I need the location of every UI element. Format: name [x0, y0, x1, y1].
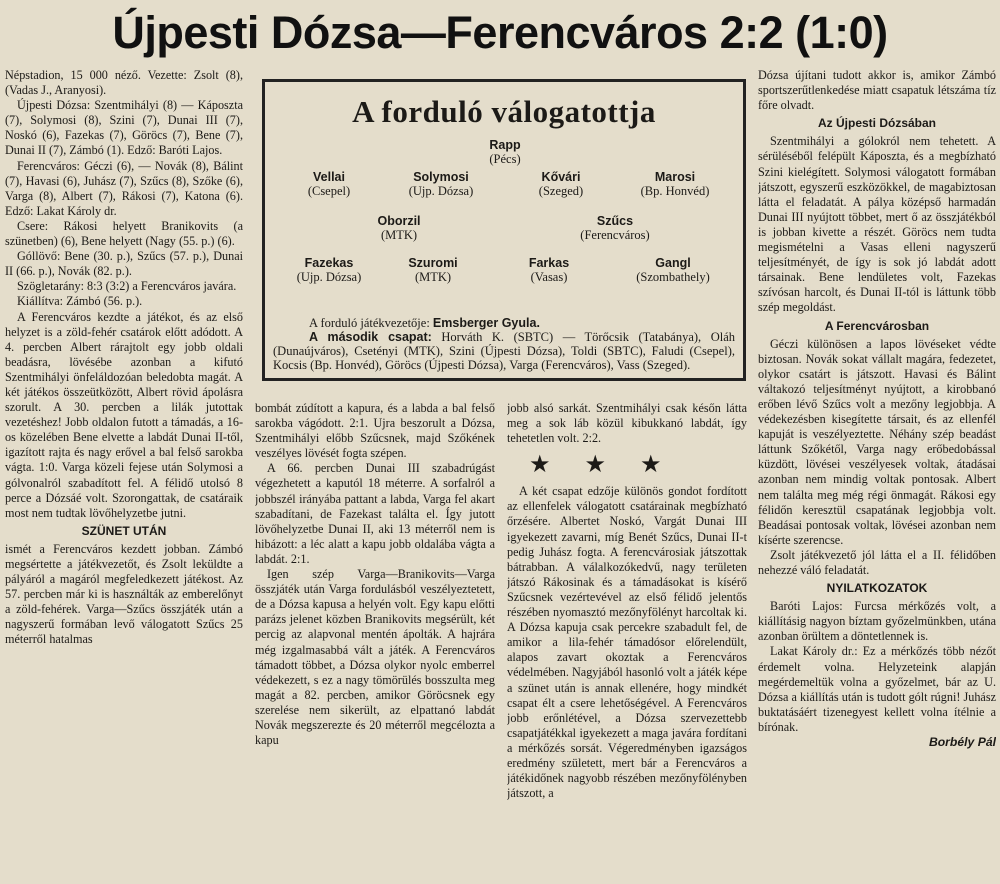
- player-midfielder: [339, 214, 459, 242]
- referee-line: [273, 316, 735, 330]
- player-club: (Bp. Honvéd): [640, 184, 710, 198]
- referee-name: Emsberger Gyula.: [432, 316, 540, 330]
- player-defender: [381, 170, 501, 198]
- article-paragraph: Kiállítva: Zámbó (56. p.).: [17, 294, 143, 309]
- article-paragraph: Dózsa újítani tudott akkor is, amikor Zámbó sportszerűtlenkedése miatt csapatuk létszáma tíz főre olvadt.: [758, 68, 996, 113]
- article-paragraph: Újpesti Dózsa: Szentmihályi (8) — Káposzta (7), Solymosi (8), Szini (7), Dunai III (7), Noskó (6), Fazekas (7), Göröcs (7), Bene (7), Dunai II (7), Zámbó (1). Edző: Baróti Lajos.: [5, 98, 243, 158]
- player-club: (Csepel): [307, 184, 351, 198]
- player-name: Vellai: [313, 170, 345, 184]
- player-name: Kővári: [541, 170, 581, 184]
- column-1: [5, 68, 243, 884]
- star-divider: ★ ★ ★: [529, 452, 676, 479]
- article-paragraph: A két csapat edzője különös gondot fordított az ellenfelek válogatott csatárainak megbízható őrzésére. Albertet Noskó, Vargát Dunai III igyekezett zavarni, míg Benét Szűcs, Dunai II-t pedig Juhász fogta. A ferencvárosiak játszottak bátrabban. A válalkozókedvű, nagy területen játszó Rákosinak és a támadásokat is kísérő Szűcsnek vezértevével az első félidő jelentős részében nyomasztó mezőnyfölényt harcoltak ki. A Dózsa kapuja csak percekre szabadult fel, de amikor a lila-fehér támadósor előrelendült, alapos zavart okoztak a Ferencváros védelmében. Nagyjából hasonló volt a játék képe a szünet után is annak ellenére, hogy mindkét csapat élt a csere lehetőségével. A Ferencváros jobb erőnlétével, a Dózsa szervezettebb csapatjátékkal igyekezett a maga javára fordítani a mérkőzés sorsát. Végeredményben igazságos eredmény született, mert bár a Ferencváros a játékidőnek nagyobb részében mezőnyfölényben játszott, a: [507, 484, 747, 801]
- player-club: (MTK): [380, 228, 418, 242]
- article-paragraph: A Ferencváros kezdte a játékot, és az első helyzet is a zöld-fehér csatárok előtt adódott. A 4. percben Albert rárajtolt egy jobb oldali beadásra, lövésébe azonban a kifutó Szentmihályi önfeláldozóan beledobta magát. A két játékos összeütközött, Albert rövid ápolásra szorult. A 30. percben a lilák jutottak vezetéshez! Jobb oldalon futott a támadás, a 16-os közelében Bene elvette a labdát Dunai II-től, igazított rajta és nagy erővel a bal felső sarokba vágta. 1:0. Varga közeli fejese után Solymosi a gólvonalról szabadított fel. A félidő utolsó 8 percе a Dózsáé volt. Szorongattak, de csatáraik most nem tudtak lövőhelyzetbe jutni.: [5, 309, 243, 520]
- player-club: (Ujp. Dózsa): [408, 184, 474, 198]
- player-name: Oborzil: [377, 214, 421, 228]
- player-club: (Szombathely): [636, 270, 710, 284]
- article-paragraph: Csere: Rákosi helyett Branikovits (a szünetben) (6), Bene helyett (Nagy (55. p.) (6).: [5, 218, 243, 249]
- player-name: Szuromi: [408, 256, 458, 270]
- author-signature: Borbély Pál: [928, 735, 996, 750]
- second-team-label: A második csapat:: [309, 330, 432, 344]
- article-paragraph: Igen szép Varga—Branikovits—Varga összjáték után Varga fordulásból veszélyeztetett, de a Dózsa kapusa a helyén volt. Egy kapu előtti parázs jelenet közben Branikovits megsérült, két percig az alapvonal mentén ápolták. A hajrára még izgalmasabbá vált a játék. A Ferencváros támadott többet, a Dózsa olykor nyolc emberrel védekezett, s ez a nagy tömörülés bosszulta meg magát a 82. percben, amikor Göröcsnek egy szerelése nem sikerült, az elpattanó labdát Novák megszerezte és 20 méterről megcélozta a kapu: [255, 567, 495, 748]
- team-lineup: [273, 138, 735, 310]
- article-paragraph: ismét a Ferencváros kezdett jobban. Zámbó megsértette a játékvezetőt, és Zsolt leküldte a pályáról a magáról megfeledkezett játékost. Az 57. percben már ki is használták az emberelőnyt a zöld-fehérek. Varga—Szűcs összjáték után a nagyszerű formában levő válogatott Szűcs 25 méterről hatalmas: [5, 541, 243, 647]
- article-paragraph: Szentmihályi a gólokról nem tehetett. A sérüléséből felépült Káposzta, és a megbízható Szini kielégített. Solymosi válogatott formában játszott, egyszerű eszközökkel, de magabiztosan látta el feladatát. A pálya középső harmadán Dunai III nyújtott többet, mert ő az összjátékból is jobban kivette a részét. Göröcs nem tudta megismételni a Vasas elleni nagyszerű teljesítményét, de így is sok jó labdát adott társainak. Bene lendületes volt, Fazekas szívósan harcolt, és Dunai II-tól is láttunk több szép megoldást.: [758, 134, 996, 315]
- player-defender: [269, 170, 389, 198]
- player-name: Fazekas: [304, 256, 354, 270]
- column-4: [758, 68, 996, 884]
- player-defender: [501, 170, 621, 198]
- article-paragraph: Népstadion, 15 000 néző. Vezette: Zsolt (8), (Vadas J., Aranyosi).: [5, 68, 243, 98]
- column-2: [255, 401, 495, 884]
- article-paragraph: jobb alsó sarkát. Szentmihályi csak későn látta meg a sok láb közül kibukkanó labdát, így tehetetlen volt. 2:2.: [507, 401, 747, 446]
- player-name: Gangl: [655, 256, 691, 270]
- player-forward: [613, 256, 733, 284]
- player-midfielder: [555, 214, 675, 242]
- article-paragraph: Góllövő: Bene (30. p.), Szűcs (57. p.), Dunai II (66. p.), Novák (82. p.).: [5, 249, 243, 279]
- headline: Újpesti Dózsa—Ferencváros 2:2 (1:0): [112, 7, 888, 58]
- section-subheading: A Ferencvárosban: [824, 318, 930, 333]
- article-paragraph: Ferencváros: Géczi (6), — Novák (8), Bálint (7), Havasi (6), Juhász (7), Szűcs (8), Szőke (6), Varga (8), Albert (7), Rákosi (7), Katona (6). Edző: Lakat Károly dr.: [5, 158, 243, 218]
- second-team: [273, 330, 735, 373]
- article-paragraph: Géczi különösen a lapos lövéseket védte biztosan. Novák sokat vállalt magára, fedezetet, olykor csatárt is játszott. Havasi és Bálint váltakozó teljesítményt nyújtott, a kirobbanó erőben lévő Szűcs volt a mezőny legjobbja. A védekezésben kisegítette társait, és az ellenfél kapuját is veszélyeztette. Néhány szép beadást láttunk Szőkétől, Varga nagy erőbedobással küzdött, lövései veszélyesek voltak, átadásai azonban nem mindig voltak pontosak. Albert nem találta meg még régi önmagát. Rákosi egy félidőn keresztül csapatának legjobbjа volt. Beadásai pontosak voltak, lövései azonban nem kísérte szerencse.: [758, 336, 996, 547]
- player-name: Solymosi: [413, 170, 469, 184]
- player-name: Farkas: [528, 256, 570, 270]
- referee-label: A forduló játékvezetője:: [309, 316, 430, 330]
- section-subheading: NYILATKOZATOK: [826, 581, 928, 596]
- player-club: (Szeged): [538, 184, 584, 198]
- player-forward: [269, 256, 389, 284]
- article-paragraph: Baróti Lajos: Furcsa mérkőzés volt, a kiállításig nagyon bíztam győzelmünkben, utána azonban örültem a döntetlennek is.: [758, 599, 996, 644]
- article-paragraph: A 66. percben Dunai III szabadrúgást végezhetett a kaputól 18 méterre. A sorfalról a jobbszél irányába pattant a labda, Varga fel akart szabadítani, de Fazekast találta el. Így jutott lövőhelyzetbe Dunai II, aki 13 méterről nem is hibázott: a léc alatt a kapu jobb oldalába vágta a labdát. 2:1.: [255, 461, 495, 566]
- player-name: Marosi: [654, 170, 696, 184]
- player-forward: [489, 256, 609, 284]
- player-club: (MTK): [414, 270, 452, 284]
- player-name: Rapp: [489, 138, 521, 152]
- player-goalkeeper: [445, 138, 565, 166]
- player-club: (Ujp. Dózsa): [296, 270, 362, 284]
- section-subheading: Az Újpesti Dózsában: [817, 116, 937, 131]
- player-forward: [373, 256, 493, 284]
- second-team-list: Horváth K. (SBTC) — Törőcsik (Tatabánya), Oláh (Dunaújváros), Csetényi (MTK), Szini (Újpesti Dózsa), Toldi (SBTC), Faludi (Csepel), Kocsis (Bp. Honvéd), Göröcs (Újpesti Dózsa), Varga (Ferencváros), Vass (Szeged).: [273, 330, 735, 373]
- article-paragraph: bombát zúdított a kapura, és a labda a bal felső sarokba vágódott. 2:1. Ujra beszorult a Dózsa, Szentmihályi előbb Szűcsnek, majd Szőkének veszélyes lövését fogta szépen.: [255, 401, 495, 461]
- section-subheading: SZÜNET UTÁN: [81, 523, 167, 538]
- column-3: [507, 401, 747, 884]
- article-paragraph: Szögletarány: 8:3 (3:2) a Ferencváros javára.: [17, 279, 237, 294]
- article-paragraph: Zsolt játékvezető jól látta el a II. félidőben nehezzé váló feladatát.: [758, 547, 996, 577]
- player-club: (Ferencváros): [580, 228, 650, 242]
- player-defender: [615, 170, 735, 198]
- article-paragraph: Lakat Károly dr.: Ez a mérkőzés több nézőt érdemelt volna. Helyzeteink alapján megérdemeltük volna a győzelmet, bár az U. Dózsa a kiállítás után is tudott gólt rúgni! Juhász buktatásáért tizenegyest kellett volna ítélnie a bírónak.: [758, 644, 996, 734]
- player-club: (Pécs): [489, 152, 521, 166]
- player-name: Szűcs: [596, 214, 634, 228]
- box-title: A forduló válogatottja: [352, 94, 656, 129]
- player-club: (Vasas): [530, 270, 568, 284]
- team-of-round-box: [262, 79, 746, 381]
